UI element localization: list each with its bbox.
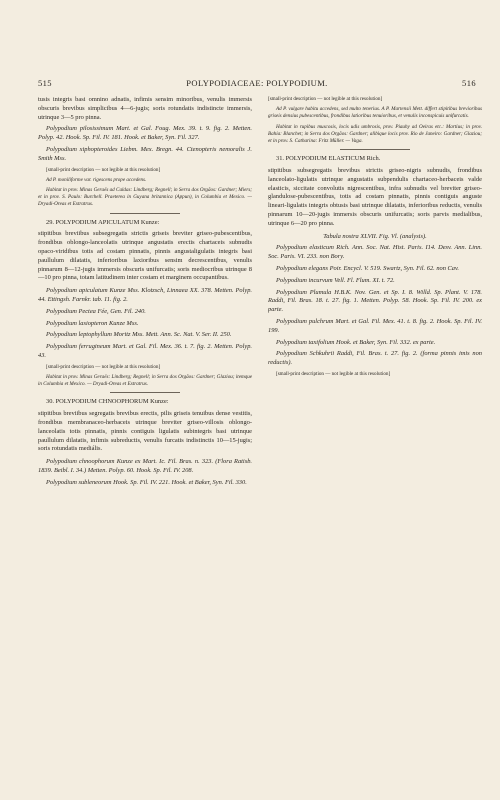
paragraph: tusis integris basi omnino adnatis, infimis sensim minoribus, venulis immersis obscuris brevibus simplicibus 4—6-jugis; soris rotundatis indistincte immersis, utrinque 3—5 pro pinna. — [38, 96, 252, 121]
synonym: Polypodium xiphopteroides Liebm. Mex. Bregn. 44. Ctenopteris nemoralis J. Smith Mss. — [38, 145, 252, 162]
page-number-left: 515 — [38, 78, 52, 88]
section-divider — [340, 149, 410, 150]
running-title: POLYPODIACEAE: POLYPODIUM. — [186, 78, 328, 88]
species-heading: 30. POLYPODIUM CHNOOPHORUM Kunze: — [46, 398, 169, 406]
synonym: Polypodium elasticum Rich. Ann. Soc. Nat. Hist. Paris. I14. Desv. Ann. Linn. Soc. Paris. VI. 233. non Bory. — [268, 244, 482, 261]
synonym: Polypodium leptophyllum Moritz Mss. Mett. Ann. Sc. Nat. V. Ser. II. 250. — [46, 331, 232, 339]
species-description: stipitibus subsegregatis brevibus strictis griseo-nigris subnudis, frondibus lanceolato-ligulatis utrinque angustatis subpendulis chartaceo-herbaceis valde elasticis, siccitate convolutis nigrescentibus, infra subnudis vel breviter griseo-glandulose-pubescentibus, totis ad costam pinnatis, pinnis contiguis angustе linearі-ligulatis integris obtusis basi utrinque dilatatis, inferioribus reductis, venulis pinnarum 10—20-jugis immersis obscuris unifurcatis; soris parvis medialibus, utrinque 6—20 pro pinna. — [268, 167, 482, 227]
synonym: Polypodium Schkuhrii Raddi, Fil. Bras. t. 27. fig. 2. (forma pinnis imis non reductis). — [268, 350, 482, 367]
note: Ad P. vulgare habitu accedens, sed multo tenerius. A P. Martensii Mett. differt stipitibus brevioribus griseis densius pubescentibus, frondibus latioribus tenuioribus, et venulis inconspicuis unifurcatis. — [268, 106, 482, 120]
species-heading: 31. POLYPODIUM ELASTICUM Rich. — [276, 155, 381, 163]
left-column — [38, 96, 252, 786]
habitat-note: Habitat in prov. Minas Geraës ad Caldas: Lindberg; Regnell; in Serra dos Orgãos: Gardner; Miers; et in prov. S. Paulo: Burchell. Praeterea in Guyana britannica (Appun), in Columbia et Mexico. — Dryadi-Oreas et Extratrus. — [38, 186, 252, 208]
synonym: Polypodium chnoophorum Kunze ex Mart. Ic. Fil. Bras. n. 323. (Flora Ratisb. 1839. Beibl. I. 34.) Metten. Polyp. 60. Hook. Sp. Fil. IV. 208. — [38, 458, 252, 474]
right-column — [268, 96, 482, 786]
species-heading: 29. POLYPODIUM APICULATUM Kunze: — [46, 218, 160, 226]
small-print-description: [small-print description — not legible at this resolution] — [276, 370, 391, 377]
habitat-note: Habitat in prov. Minas Geraës: Lindberg; Regnell; in Serra dos Orgãos: Gardner; Glaziou; itemque in Columbia et Mexico. — Dryadi-Oreas et Extratrus. — [38, 373, 252, 388]
synonym: Polypodium subleneorum Hook. Sp. Fil. IV. 221. Hook. et Baker, Syn. Fil. 330. — [46, 478, 247, 486]
section-divider — [110, 392, 180, 393]
note: Ad P. moniliforme var. rigescens prope accedens. — [46, 176, 147, 183]
section-divider — [110, 213, 180, 214]
synonym: Polypodium ferrugineum Mart. et Gal. Fil. Mex. 36. t. 7. fig. 2. Metten. Polyp. 43. — [38, 343, 252, 359]
synonym: Polypodium lasiopteron Kunze Mss. — [46, 319, 139, 327]
small-print-description: [small-print description — not legible at this resolution] — [46, 363, 161, 370]
page-number-right: 516 — [462, 78, 476, 88]
plate-reference: Tabula nostra XLVII. Fig. Vl. (analysis). — [323, 232, 427, 240]
synonym: Polypodium incurvum Vell. Fl. Flum. XI. t. 72. — [276, 276, 395, 284]
species-description: stipitibus breviibus segregatis brevibus erectis, pilis griseis tenuibus dense vestitis, frondibus membranaceo-herbaceis utrinque breviter griseo-villosis oblongo-lanceolatis totis pinnatis, pinnis contiguis ligulatis subintegris basi utrinque paullulum dilatatis, infimis subreductis, venulis furcatis indistinctis 10—15-jugis; soris rotundatis mediális. — [38, 410, 252, 453]
synonym: Polypodium pilosissimum Mart. et Gal. Foug. Mex. 39. t. 9. fig. 2. Metten. Polyp. 42. Hook. Sp. Fil. IV. 181. Hook. et Baker, Syn. Fil. 327. — [38, 125, 252, 142]
small-print-description: [small-print description — not legible at this resolution] — [46, 166, 161, 173]
habitat-note: Habitat in rupibus muscosis, locis udis umbrosis, prov. Piauhy ad Oeiras etc.: Martius; in prov. Bahia: Blanchet; in Serra dos Orgãos: Gardner; alibique locis prov. Rio de Janeiro: Gardner; Glaziou; et in prov. S. Catharina: Fritz Müller. — Vaga. — [268, 123, 482, 145]
synonym: Polypodium Pectea Fée, Gen. Fil. 240. — [46, 307, 146, 315]
small-print-description: [small-print description — not legible at this resolution] — [268, 96, 383, 102]
text-columns — [38, 96, 482, 786]
synonym: Polypodium pulchrum Mart. et Gal. Fil. Mex. 41. t. 8. fig. 2. Hook. Sp. Fil. IV. 199. — [268, 317, 482, 334]
synonym: Polypodium apiculatum Kunze Mss. Klotzsch, Linnaea XX. 378. Metten. Polyp. 44. Ettingsh. Farnkr. tab. 11. fig. 2. — [38, 287, 252, 303]
page-header — [38, 78, 476, 88]
species-description: stipitibus breviibus subsegregatis strictis griseis breviter griseo-pubescentibus, frondibus oblongo-lanceolatis utrinque angustatis erectis chartaceis subnudis opaco-viridibus totis ad costam pinnatis, pinnis angustaligulatis integris basi paullulum dilatatis, inferioribus laxioribus sensim decrescentibus, venulis pinnarum 8—12-jugis immersis obscuris unifurcatis; soris mediocribus utrinque 8—10 pro pinna, totam latitudinem inter costam et marginem occupantibus. — [38, 230, 252, 282]
synonym: Polypodium Plumula H.B.K. Nov. Gen. et Sp. I. 8. Willd. Sp. Plant. V. 178. Raddi, Fil. Bras. 18. t. 27. fig. 1. Metten. Polyp. 58. Hook. Sp. Fil. IV. 200. ex parte. — [268, 288, 482, 314]
synonym: Polypodium taxifolium Hook. et Baker, Syn. Fil. 332. ex parte. — [276, 338, 436, 346]
synonym: Polypodium elegans Poir. Encycl. V. 519. Swartz, Syn. Fil. 62. non Cav. — [276, 264, 459, 272]
